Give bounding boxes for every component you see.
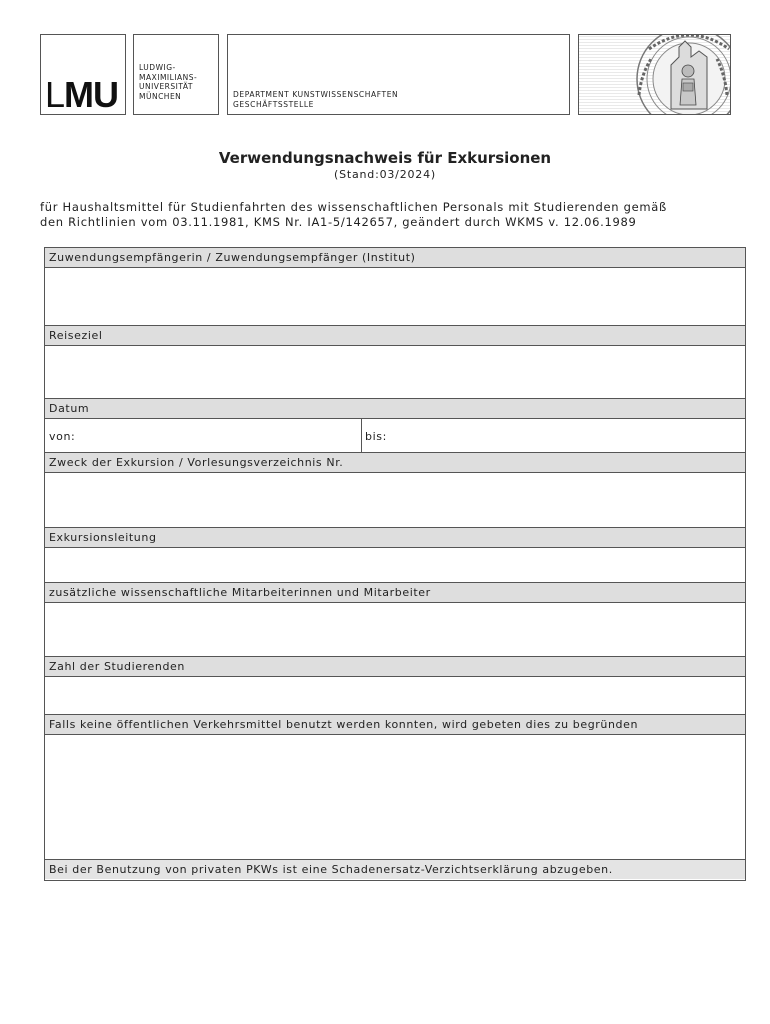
intro-text: [40, 200, 740, 230]
lmu-logo-wordmark: LMU: [45, 74, 119, 115]
university-seal: [578, 34, 731, 115]
department-box: [227, 34, 570, 115]
students-header: Zahl der Studierenden: [45, 656, 745, 677]
transport-justification-field[interactable]: [45, 736, 745, 858]
university-name: LUDWIG- MAXIMILIANS- UNIVERSITÄT MÜNCHEN: [139, 63, 198, 101]
staff-header: zusätzliche wissenschaftliche Mitarbeiterinnen und Mitarbeiter: [45, 582, 745, 603]
version-stand: (Stand:03/2024): [334, 168, 436, 181]
intro-line-2: den Richtlinien vom 03.11.1981, KMS Nr. IA1-5/142657, geändert durch WKMS v. 12.06.1989: [40, 215, 637, 229]
form-table: [44, 247, 746, 881]
leader-header: Exkursionsleitung: [45, 527, 745, 548]
transport-header: Falls keine öffentlichen Verkehrsmittel benutzt werden konnten, wird gebeten dies zu begründen: [45, 714, 745, 735]
date-from-label: von:: [49, 430, 76, 443]
date-from-field[interactable]: [45, 420, 361, 452]
department-name: DEPARTMENT KUNSTWISSENSCHAFTEN GESCHÄFTSSTELLE: [233, 90, 399, 109]
seal-icon: [579, 35, 731, 115]
recipient-header: Zuwendungsempfängerin / Zuwendungsempfänger (Institut): [45, 248, 745, 268]
purpose-field[interactable]: [45, 474, 745, 527]
intro-line-1: für Haushaltsmittel für Studienfahrten des wissenschaftlichen Personals mit Studierenden gemäß: [40, 200, 667, 214]
recipient-field[interactable]: [45, 270, 745, 324]
lmu-logo: [40, 34, 126, 115]
private-car-note: Bei der Benutzung von privaten PKWs ist eine Schadenersatz-Verzichtserklärung abzugeben.: [45, 859, 745, 879]
destination-header: Reiseziel: [45, 325, 745, 346]
leader-field[interactable]: [45, 549, 745, 582]
students-field[interactable]: [45, 678, 745, 713]
purpose-header: Zweck der Exkursion / Vorlesungsverzeichnis Nr.: [45, 452, 745, 473]
staff-field[interactable]: [45, 604, 745, 656]
university-name-box: [133, 34, 219, 115]
date-to-label: bis:: [365, 430, 387, 443]
destination-field[interactable]: [45, 346, 745, 398]
date-to-field[interactable]: [362, 420, 745, 452]
date-header: Datum: [45, 398, 745, 419]
page-title: Verwendungsnachweis für Exkursionen: [218, 149, 552, 167]
